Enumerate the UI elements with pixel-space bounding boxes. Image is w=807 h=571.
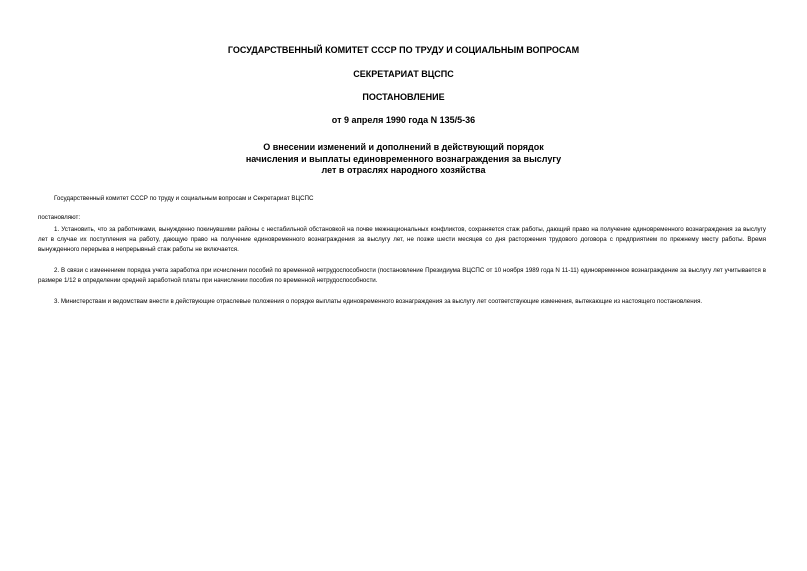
subject-line: лет в отраслях народного хозяйства (321, 165, 486, 175)
decree-item-2: 2. В связи с изменением порядка учета заработка при исчислении пособий по временной нетрудоспособности (постановление Президиума ВЦСПС от 10 ноября 1989 года N 11-11) единовременное вознаграждение за выслугу лет учитывается в размере 1/12 в определении средней заработной платы при начислении пособия по временной нетрудоспособности. (38, 267, 766, 285)
subject-line: О внесении изменений и дополнений в действующий порядок (263, 142, 544, 152)
intro-paragraph: Государственный комитет СССР по труду и социальным вопросам и Секретариат ВЦСПС (54, 195, 314, 202)
decree-date: от 9 апреля 1990 года N 135/5-36 (331, 115, 476, 125)
decree-heading: ПОСТАНОВЛЕНИЕ (362, 92, 445, 102)
committee-heading: ГОСУДАРСТВЕННЫЙ КОМИТЕТ СССР ПО ТРУДУ И СОЦИАЛЬНЫМ ВОПРОСАМ (227, 45, 580, 55)
decree-item-3: 3. Министерствам и ведомствам внести в действующие отраслевые положения о порядке выплаты единовременного вознаграждения за выслугу лет соответствующие изменения, вытекающие из настоящего постановления. (54, 298, 703, 305)
decree-item-1: 1. Установить, что за работниками, вынужденно покинувшими районы с нестабильной обстановкой на почве межнациональных конфликтов, сохраняется стаж работы, дающий право на получение единовременного вознаграждения за выслугу лет в случае их поступления на работу, дающую право на получение единовременного вознаграждения за выслугу лет, не позже шести месяцев со дня расторжения трудового договора с предприятием по прежнему месту работы. Время вынужденного перерыва в непрерывный стаж работы не включается. (38, 226, 766, 254)
decree-subject (0, 142, 807, 177)
resolves-label: постановляют: (38, 214, 81, 221)
subject-line: начисления и выплаты единовременного вознаграждения за выслугу (245, 153, 562, 164)
secretariat-heading: СЕКРЕТАРИАТ ВЦСПС (353, 69, 454, 79)
